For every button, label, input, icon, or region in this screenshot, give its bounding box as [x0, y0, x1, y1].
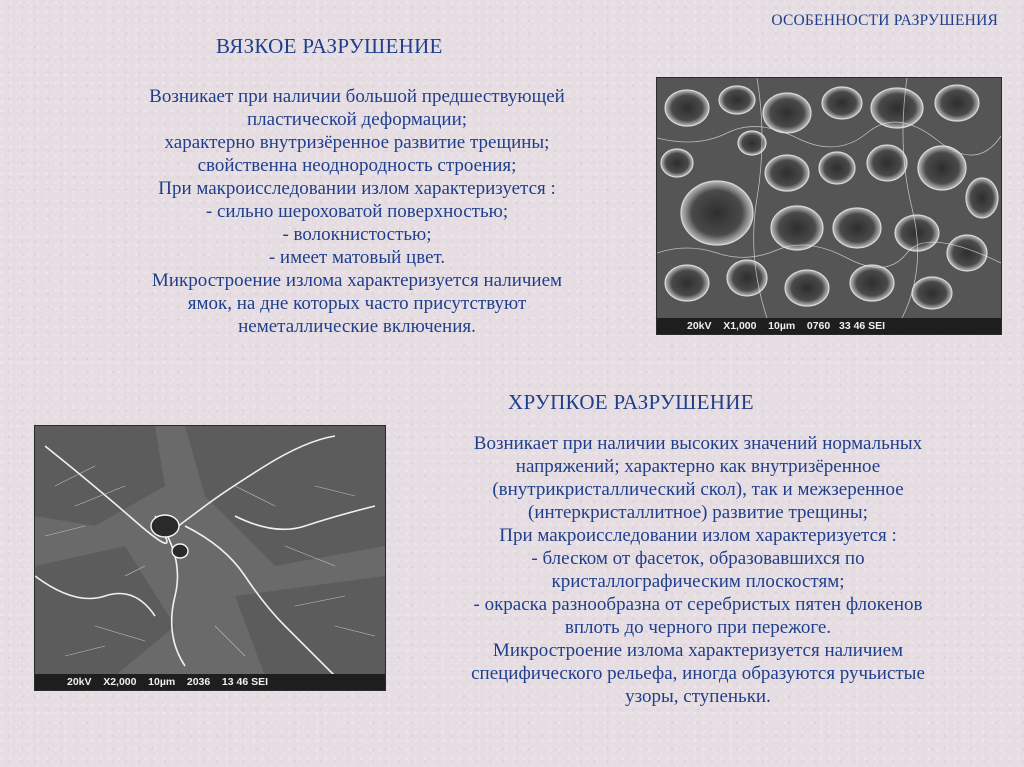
brittle-text-line: - блеском от фасеток, образовавшихся по [531, 548, 865, 569]
brittle-text-line: напряжений; характерно как внутризёренное [515, 456, 881, 477]
brittle-fracture-heading: ХРУПКОЕ РАЗРУШЕНИЕ [508, 390, 754, 414]
brittle-micrograph-caption: 20kV X2,000 10µm 2036 13 46 SEI [67, 676, 269, 688]
viscous-text-line: пластической деформации; [246, 109, 468, 130]
viscous-text-line: Микростроение излома характеризуется наличием [151, 270, 563, 291]
viscous-text-line: характерно внутризёренное развитие трещины; [164, 132, 550, 153]
brittle-micrograph-image [35, 426, 385, 690]
ductile-micrograph-image [657, 78, 1001, 334]
viscous-fracture-heading: ВЯЗКОЕ РАЗРУШЕНИЕ [216, 34, 443, 58]
brittle-text-line: узоры, ступеньки. [625, 686, 771, 707]
viscous-text-line: При макроисследовании излом характеризуется : [158, 178, 556, 199]
brittle-text-line: - окраска разнообразна от серебристых пятен флокенов [473, 594, 923, 615]
brittle-text-line: кристаллографическим плоскостям; [551, 571, 845, 592]
brittle-fracture-micrograph [34, 425, 386, 691]
viscous-text-line: неметаллические включения. [238, 316, 476, 337]
ductile-micrograph-caption: 20kV X1,000 10µm 0760 33 46 SEI [687, 320, 886, 332]
viscous-fracture-description [62, 85, 652, 338]
viscous-text-line: свойственна неоднородность строения; [197, 155, 517, 176]
brittle-fracture-description [382, 432, 1014, 708]
viscous-text-line: - волокнистостью; [282, 224, 432, 245]
brittle-text-line: специфического рельефа, иногда образуются ручьистые [471, 663, 925, 684]
brittle-text-line: Возникает при наличии высоких значений нормальных [473, 433, 923, 454]
viscous-text-line: - имеет матовый цвет. [268, 247, 446, 268]
ductile-fracture-micrograph [656, 77, 1002, 335]
viscous-text-line: - сильно шероховатой поверхностью; [205, 201, 509, 222]
brittle-text-line: Микростроение излома характеризуется наличием [492, 640, 904, 661]
brittle-text-line: вплоть до черного при пережоге. [564, 617, 832, 638]
brittle-text-line: (интеркристаллитное) развитие трещины; [528, 502, 868, 523]
brittle-text-line: (внутрикристаллический скол), так и межзеренное [492, 479, 904, 500]
brittle-text-line: При макроисследовании излом характеризуется : [499, 525, 897, 546]
viscous-text-line: ямок, на дне которых часто присутствуют [187, 293, 527, 314]
corner-title: ОСОБЕННОСТИ РАЗРУШЕНИЯ [771, 12, 998, 29]
viscous-text-line: Возникает при наличии большой предшествующей [149, 86, 565, 107]
